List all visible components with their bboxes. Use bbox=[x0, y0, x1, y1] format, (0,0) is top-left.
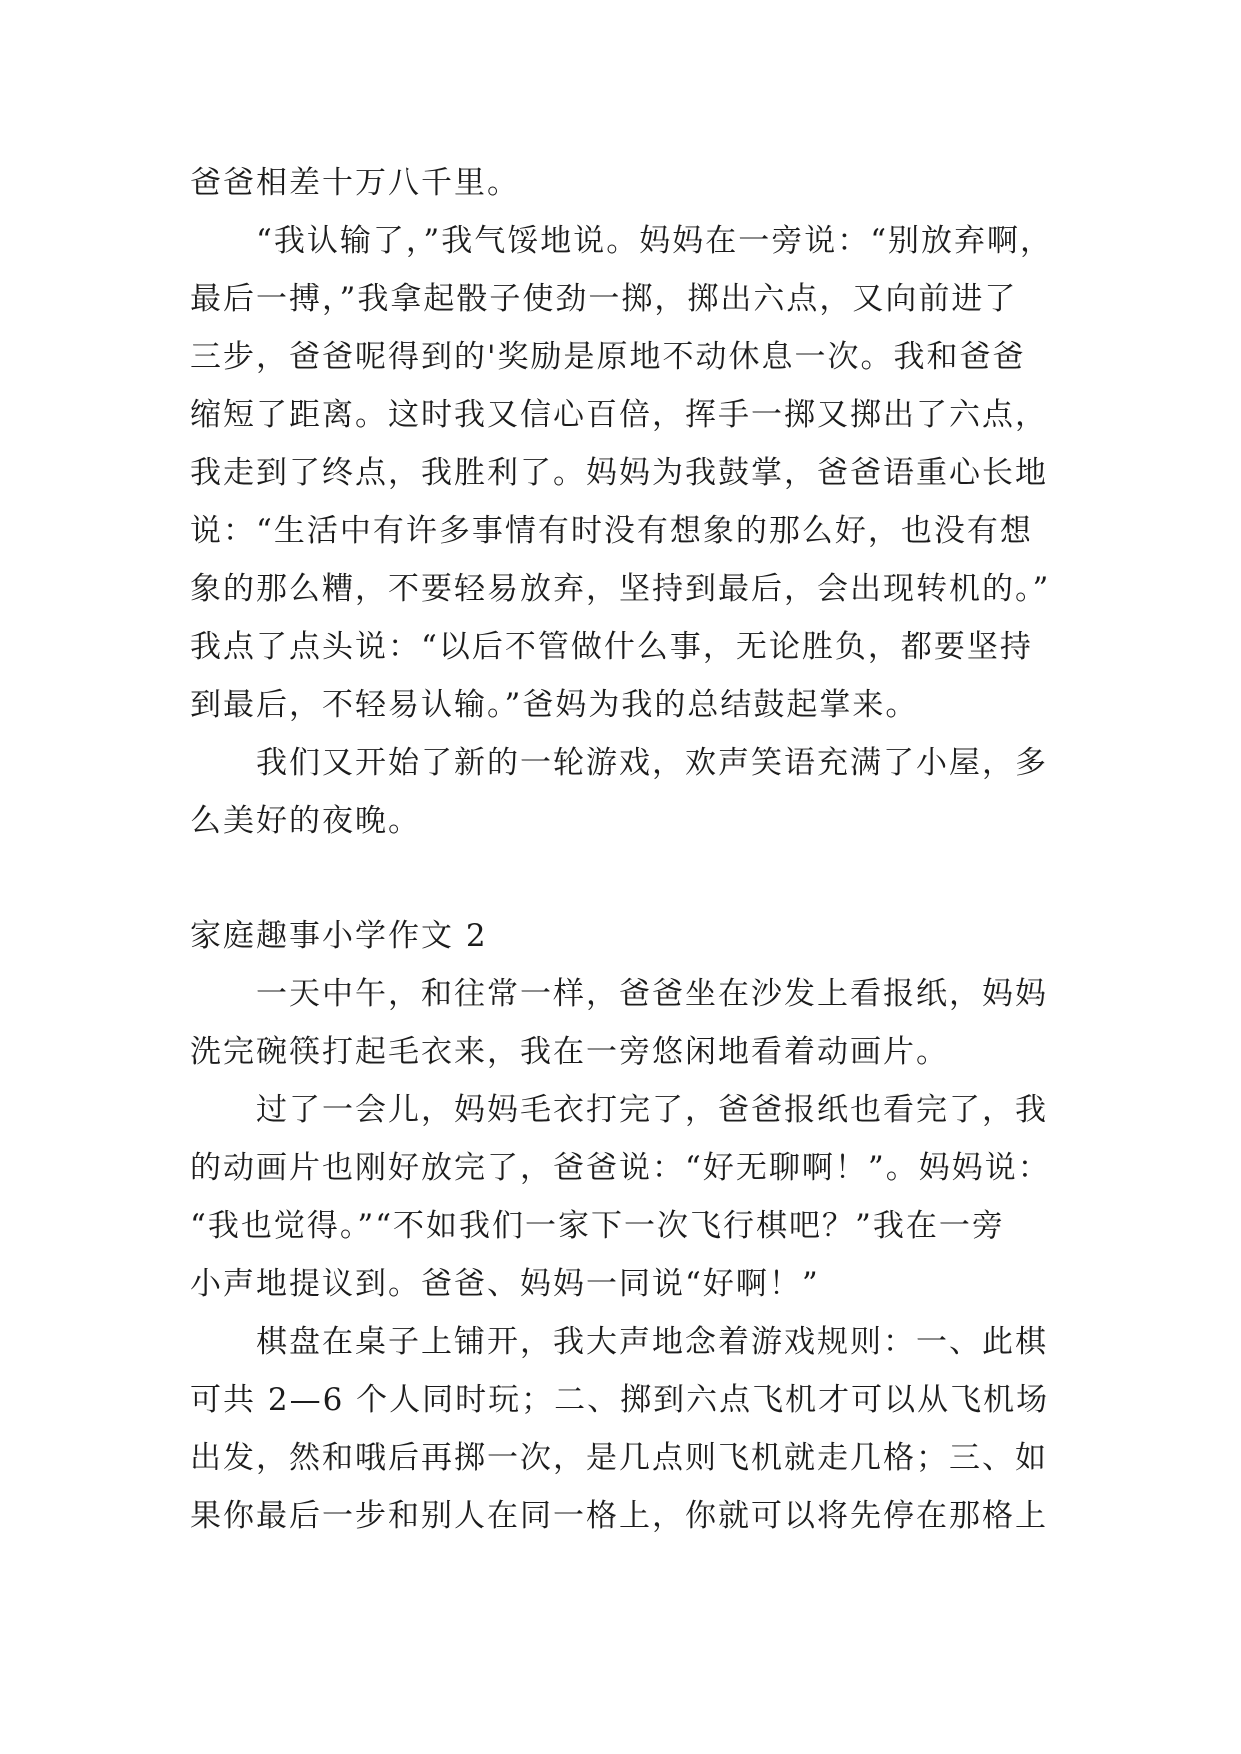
text-line: 我们又开始了新的一轮游戏，欢声笑语充满了小屋，多 bbox=[190, 745, 1048, 781]
text-line: 最后一搏，”我拿起骰子使劲一掷，掷出六点，又向前进了 bbox=[190, 281, 1018, 317]
text-line: 过了一会儿，妈妈毛衣打完了，爸爸报纸也看完了，我 bbox=[190, 1092, 1048, 1128]
text-line: 出发，然和哦后再掷一次，是几点则飞机就走几格；三、如 bbox=[190, 1440, 1048, 1476]
section-2-heading-block bbox=[190, 907, 1052, 965]
text-line: “我也觉得。”“不如我们一家下一次飞行棋吧？”我在一旁 bbox=[190, 1208, 1005, 1244]
text-line: 缩短了距离。这时我又信心百倍，挥手一掷又掷出了六点， bbox=[190, 397, 1048, 433]
text-line: 我走到了终点，我胜利了。妈妈为我鼓掌，爸爸语重心长地 bbox=[190, 455, 1048, 491]
text-line: 说：“生活中有许多事情有时没有想象的那么好，也没有想 bbox=[190, 513, 1033, 549]
text-line: 一天中午，和往常一样，爸爸坐在沙发上看报纸，妈妈 bbox=[190, 976, 1048, 1012]
section-2-body bbox=[190, 965, 1052, 1545]
text-line: 么美好的夜晚。 bbox=[190, 803, 421, 839]
text-line: 可共 2—6 个人同时玩；二、掷到六点飞机才可以从飞机场 bbox=[190, 1382, 1050, 1418]
text-line: 洗完碗筷打起毛衣来，我在一旁悠闲地看着动画片。 bbox=[190, 1034, 949, 1070]
section-heading: 家庭趣事小学作文 2 bbox=[190, 918, 488, 954]
text-line: 棋盘在桌子上铺开，我大声地念着游戏规则：一、此棋 bbox=[190, 1324, 1048, 1360]
text-line: 小声地提议到。爸爸、妈妈一同说“好啊！” bbox=[190, 1266, 820, 1302]
text-line: 到最后，不轻易认输。”爸妈为我的总结鼓起掌来。 bbox=[190, 687, 919, 723]
text-line: 象的那么糟，不要轻易放弃，坚持到最后，会出现转机的。” bbox=[190, 571, 1051, 607]
text-line: 我点了点头说：“以后不管做什么事，无论胜负，都要坚持 bbox=[190, 629, 1033, 665]
text-line: 三步，爸爸呢得到的'奖励是原地不动休息一次。我和爸爸 bbox=[190, 339, 1026, 375]
text-line: 的动画片也刚好放完了，爸爸说：“好无聊啊！”。妈妈说： bbox=[190, 1150, 1051, 1186]
section-1-body bbox=[190, 154, 1052, 850]
text-line: 果你最后一步和别人在同一格上，你就可以将先停在那格上 bbox=[190, 1498, 1048, 1534]
text-line: 爸爸相差十万八千里。 bbox=[190, 165, 520, 201]
text-line: “我认输了，”我气馁地说。妈妈在一旁说：“别放弃啊， bbox=[190, 223, 1054, 259]
